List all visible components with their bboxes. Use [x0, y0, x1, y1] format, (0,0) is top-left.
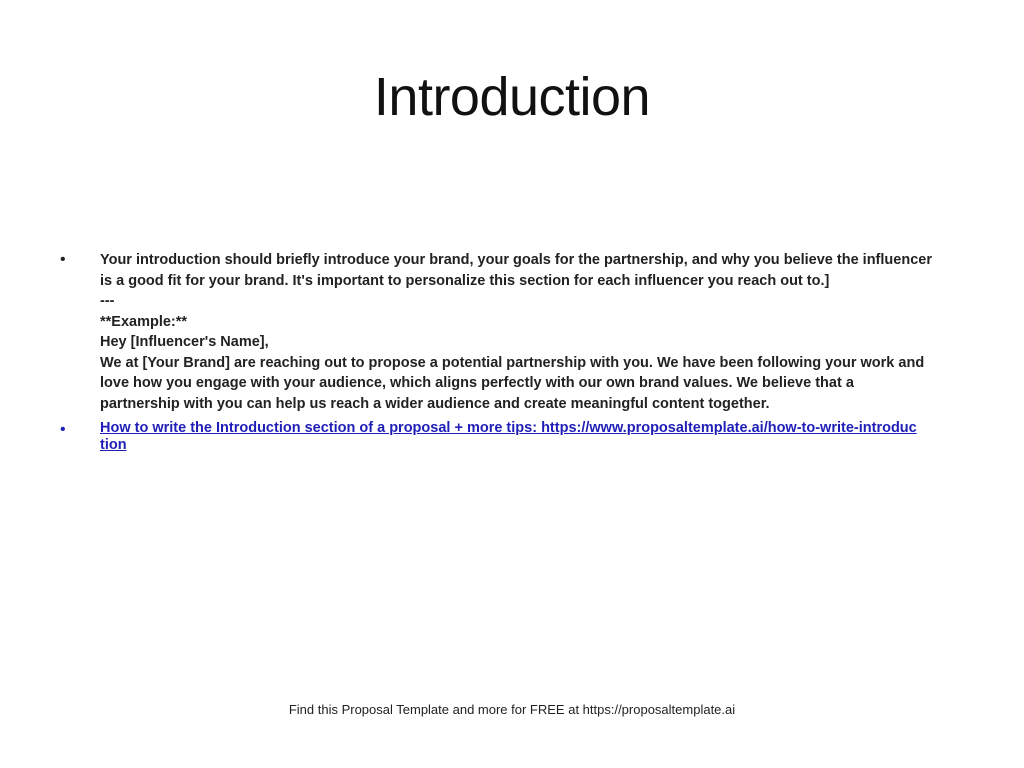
- intro-line-1: Your introduction should briefly introduce your brand, your goals for the partnership, and why you believe the influencer: [100, 252, 932, 268]
- separator-line: ---: [100, 293, 115, 309]
- example-heading: **Example:**: [100, 313, 188, 330]
- example-line-3: partnership with you can help us reach a wider audience and create meaningful content together.: [100, 395, 770, 412]
- tips-link[interactable]: How to write the Introduction section of a proposal + more tips: https://www.proposaltemplate.ai/how-to-write-introduc: [100, 420, 917, 436]
- bullet-list: [60, 250, 965, 454]
- tips-link-continuation[interactable]: tion: [100, 437, 127, 453]
- bullet-marker: •: [60, 251, 66, 268]
- example-line-1: We at [Your Brand] are reaching out to propose a potential partnership with you. We have been following your work and: [100, 354, 925, 371]
- bullet-marker: •: [60, 421, 66, 438]
- example-line-2: love how you engage with your audience, which aligns perfectly with our own brand values. We believe that a: [100, 375, 854, 391]
- slide-title: Introduction: [373, 67, 651, 127]
- bullet-item-link: [60, 420, 965, 454]
- intro-line-2: is a good fit for your brand. It's important to personalize this section for each influencer you reach out to.]: [100, 272, 830, 289]
- bullet-item-intro: [60, 250, 965, 414]
- footer-text: Find this Proposal Template and more for FREE at https://proposaltemplate.ai: [288, 702, 736, 717]
- greeting-line: Hey [Influencer's Name],: [100, 334, 269, 350]
